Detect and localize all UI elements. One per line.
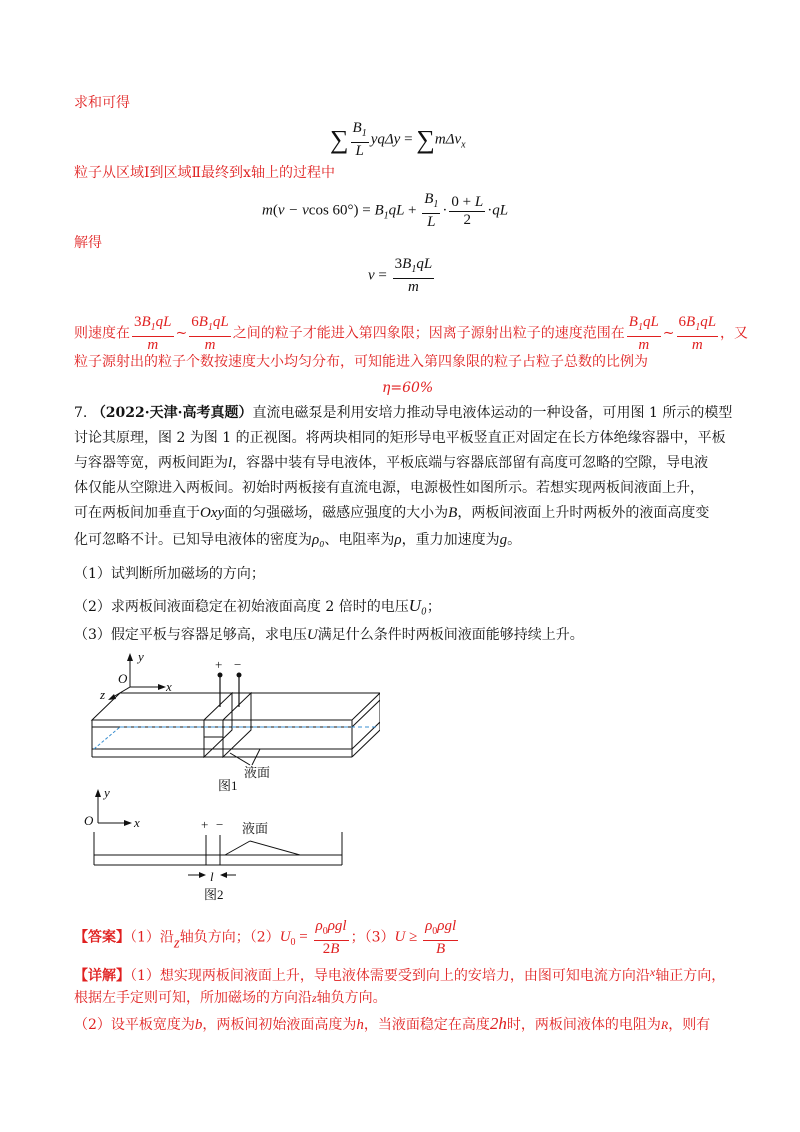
fig1-y-arrow xyxy=(127,653,133,661)
fig1-origin: O xyxy=(118,671,128,686)
detail-line-1: 【详解】（1）想实现两板间液面上升，导电液体需要受到向上的安培力，由图可知电流方向沿x轴正方向， xyxy=(74,965,726,984)
fig2-x-label: x xyxy=(134,815,140,830)
symbol-g: g xyxy=(499,532,508,548)
detail-line-2: 根据左手定则可知，所加磁场的方向沿z轴负方向。 xyxy=(74,990,387,1006)
fig2-plus: + xyxy=(201,817,209,832)
text-range-a: 则速度在 xyxy=(74,325,130,342)
fig1-z-label: z xyxy=(100,687,106,702)
detail-label: 【详解】 xyxy=(74,968,130,984)
detail-line-3: （2）设平板宽度为b，两板间初始液面高度为h，当液面稳定在高度2h时，两板间液体的电阻为R，则有 xyxy=(74,1014,711,1033)
equation-sum: ∑ $\frac{B_1}{L}$ yqΔy = ∑mΔv$_x$ xyxy=(330,120,466,159)
equation-momentum: m(v − vcos $60^\circ) = B_1qL$ + $\frac{B_1}{L}$ · $\frac{0 + L}{2}$ ·qL xyxy=(262,191,509,230)
symbol-rho: ρ xyxy=(394,532,402,548)
question-text-1: 直流电磁泵是利用安培力推动导电液体运动的一种设备，可用图 1 所示的模型 xyxy=(252,405,733,421)
answer-label: 【答案】 xyxy=(74,929,130,946)
fig2-origin: O xyxy=(84,813,94,828)
text-range-line: 则速度在 $\frac{3B_1qL}{m}$ ~ $\frac{6B_1qL}{m}$ 之间的粒子才能进入第四象限；因离子源射出粒子的速度范围在 $\frac{B_1qL}{m}$ ~ $\frac{6B_1qL}{m}$ ，又 xyxy=(74,314,749,353)
text-solve: 解得 xyxy=(74,235,102,251)
question-number: 7. xyxy=(74,405,88,421)
text-range-c: ，又 xyxy=(720,325,749,342)
subquestion-2: （2）求两板间液面稳定在初始液面高度 2 倍时的电压U₀； xyxy=(74,596,441,615)
fig1-liquid-label: 液面 xyxy=(244,765,271,780)
question-line-2: 讨论其原理，图 2 为图 1 的正视图。将两块相同的矩形导电平板竖直正对固定在长方体绝缘容器中，平板 xyxy=(74,430,726,446)
equation-velocity: v = $\frac{3B_1qL}{m}$ xyxy=(368,256,433,295)
fig1-x-arrow xyxy=(158,684,166,690)
fig2-gap-label: l xyxy=(210,869,214,884)
text-range-b: 之间的粒子才能进入第四象限；因离子源射出粒子的速度范围在 xyxy=(232,325,625,342)
symbol-U0: U₀ xyxy=(408,596,427,615)
fig2-y-label: y xyxy=(104,785,110,800)
symbol-B: B xyxy=(448,505,458,521)
question-line-4: 体仅能从空隙进入两板间。初始时两板接有直流电源，电源极性如图所示。若想实现两板间液面上升， xyxy=(74,480,704,496)
answer-line: 【答案】（1）沿z轴负方向；$(2)U_0$ = $\frac{\rho_0\rho gl}{2B}$ ；（3）U ≥ $\frac{\rho_0\rho gl}{B}$ xyxy=(74,918,457,957)
answer-z: z xyxy=(173,935,180,952)
symbol-rho0: ρ₀ xyxy=(312,532,325,548)
fig1-liquid-edge xyxy=(94,727,120,749)
fig1-z-arrow xyxy=(108,694,116,700)
fig2-liquid-label: 液面 xyxy=(242,821,269,836)
tilde-2: ~ xyxy=(662,325,675,342)
fig1-plus: + xyxy=(215,657,223,672)
fig2-caption: 图2 xyxy=(204,887,224,902)
fig1-container xyxy=(92,693,380,757)
question-line-1 xyxy=(74,403,732,423)
symbol-l: l xyxy=(228,455,233,471)
question-line-6: 化可忽略不计。已知导电液体的密度为ρ₀、电阻率为ρ，重力加速度为g。 xyxy=(74,532,522,548)
subquestion-1: （1）试判断所加磁场的方向； xyxy=(74,566,265,582)
symbol-oxy: Oxy xyxy=(200,505,225,521)
subquestion-3: （3）假定平板与容器足够高，求电压U满足什么条件时两板间液面能够持续上升。 xyxy=(74,627,584,643)
fig1-x-label: x xyxy=(166,679,172,694)
tilde-1: ~ xyxy=(175,325,188,342)
question-source: （2022·天津·高考真题） xyxy=(91,405,253,421)
symbol-U: U xyxy=(306,627,318,643)
figure-diagram xyxy=(80,645,380,905)
text-eta: η=60% xyxy=(382,380,434,396)
fig1-minus: − xyxy=(234,657,242,672)
text-process: 粒子从区域Ⅰ到区域Ⅱ最终到x轴上的过程中 xyxy=(74,165,335,181)
fig1-caption: 图1 xyxy=(218,778,238,793)
fig2-container xyxy=(94,832,342,865)
fig2-minus: − xyxy=(216,817,224,832)
text-ratio-intro: 粒子源射出的粒子个数按速度大小均匀分布，可知能进入第四象限的粒子占粒子总数的比例为 xyxy=(74,354,648,370)
fig1-z-axis xyxy=(113,687,130,697)
fig1-y-label: y xyxy=(138,649,144,664)
question-line-5: 可在两板间加垂直于Oxy面的匀强磁场，磁感应强度的大小为B，两板间液面上升时两板外的液面高度变 xyxy=(74,505,710,521)
text-sum-intro: 求和可得 xyxy=(74,95,130,111)
question-line-3: 与容器等宽，两板间距为l，容器中装有导电液体，平板底端与容器底部留有高度可忽略的空隙，导电液 xyxy=(74,455,709,471)
